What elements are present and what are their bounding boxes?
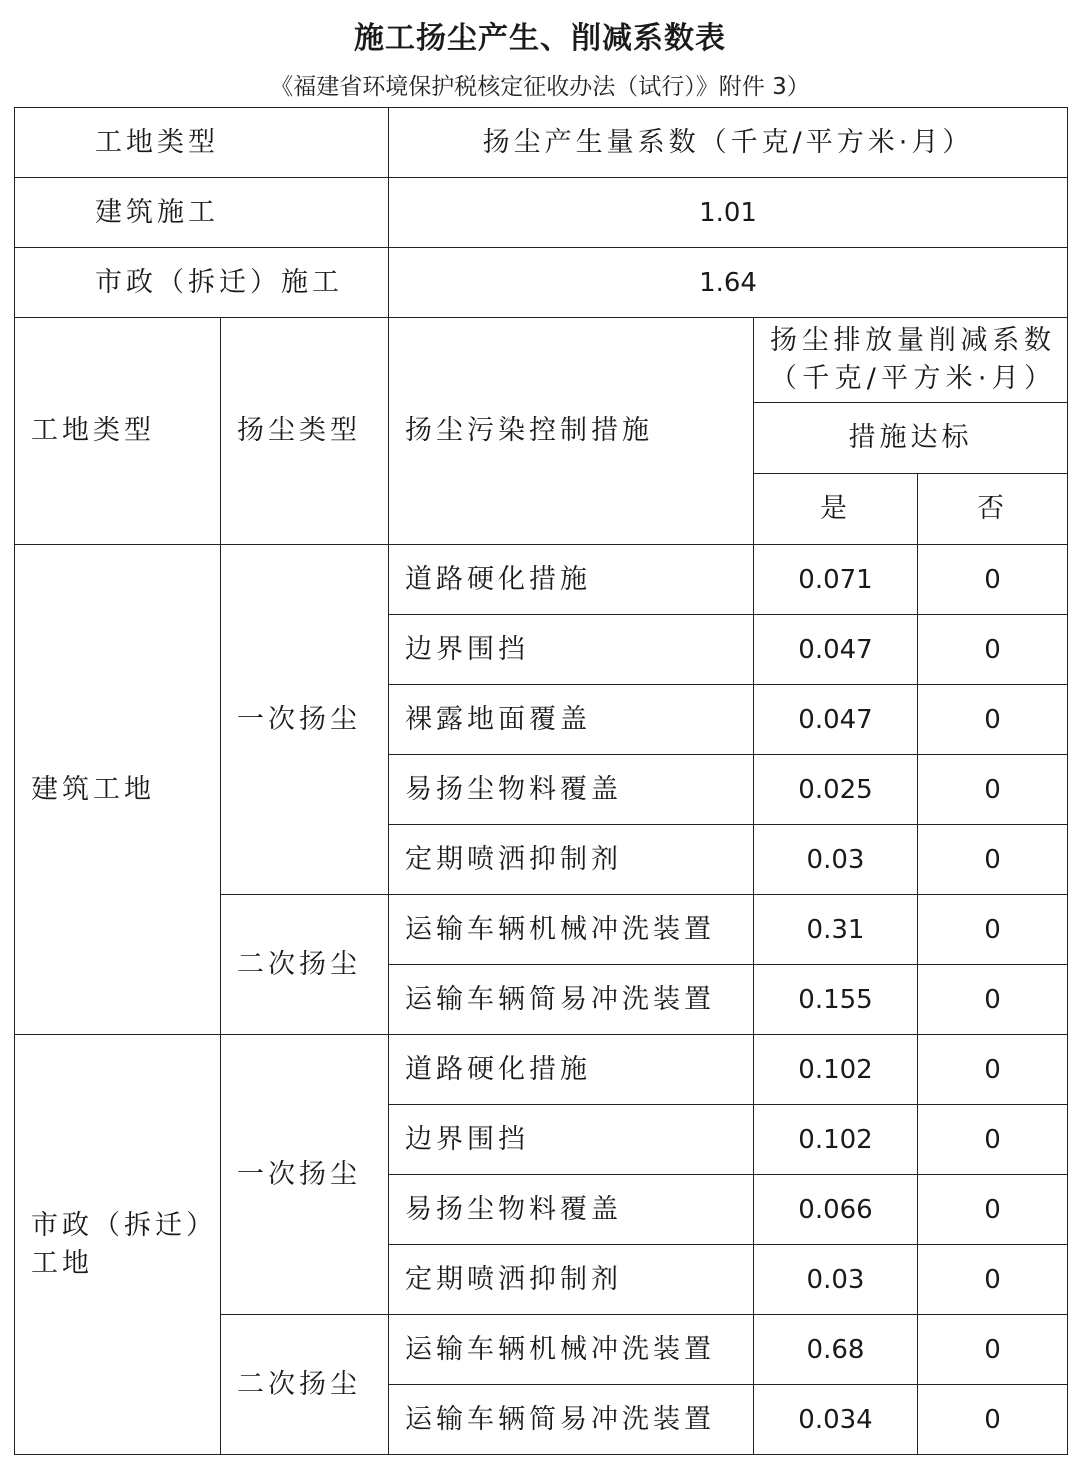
no-value-cell: 0 bbox=[918, 1245, 1068, 1315]
measure-cell: 边界围挡 bbox=[389, 615, 754, 685]
dust-type-cell: 一次扬尘 bbox=[221, 1035, 389, 1315]
yes-value-cell: 0.047 bbox=[754, 615, 918, 685]
measure-cell: 易扬尘物料覆盖 bbox=[389, 755, 754, 825]
site-type-cell: 市政（拆迁）工地 bbox=[15, 1035, 221, 1455]
measure-cell: 定期喷洒抑制剂 bbox=[389, 825, 754, 895]
yes-value-cell: 0.066 bbox=[754, 1175, 918, 1245]
yes-value-cell: 0.03 bbox=[754, 1245, 918, 1315]
measure-cell: 运输车辆简易冲洗装置 bbox=[389, 965, 754, 1035]
yes-value-cell: 0.03 bbox=[754, 825, 918, 895]
dust-coefficient-table bbox=[14, 107, 1068, 1455]
yes-value-cell: 0.31 bbox=[754, 895, 918, 965]
no-value-cell: 0 bbox=[918, 1035, 1068, 1105]
yes-value-cell: 0.047 bbox=[754, 685, 918, 755]
measure-cell: 运输车辆机械冲洗装置 bbox=[389, 1315, 754, 1385]
site-type-cell: 建筑工地 bbox=[15, 545, 221, 1035]
generation-row bbox=[15, 178, 1068, 248]
generation-site-type: 市政（拆迁）施工 bbox=[15, 248, 389, 318]
measure-cell: 边界围挡 bbox=[389, 1105, 754, 1175]
generation-site-type: 建筑施工 bbox=[15, 178, 389, 248]
header-generation-coefficient: 扬尘产生量系数（千克/平方米·月） bbox=[389, 108, 1068, 178]
table-row bbox=[15, 1035, 1068, 1105]
generation-header-row bbox=[15, 108, 1068, 178]
no-value-cell: 0 bbox=[918, 1315, 1068, 1385]
measure-cell: 裸露地面覆盖 bbox=[389, 685, 754, 755]
header-measure-standard: 措施达标 bbox=[754, 403, 1068, 474]
header-control-measure: 扬尘污染控制措施 bbox=[389, 318, 754, 545]
measure-cell: 道路硬化措施 bbox=[389, 1035, 754, 1105]
yes-value-cell: 0.071 bbox=[754, 545, 918, 615]
yes-value-cell: 0.102 bbox=[754, 1035, 918, 1105]
header-dust-type: 扬尘类型 bbox=[221, 318, 389, 545]
measure-cell: 道路硬化措施 bbox=[389, 545, 754, 615]
generation-row bbox=[15, 248, 1068, 318]
header-reduction-coefficient: 扬尘排放量削减系数（千克/平方米·月） bbox=[754, 318, 1068, 403]
measure-cell: 定期喷洒抑制剂 bbox=[389, 1245, 754, 1315]
measure-cell: 易扬尘物料覆盖 bbox=[389, 1175, 754, 1245]
yes-value-cell: 0.155 bbox=[754, 965, 918, 1035]
no-value-cell: 0 bbox=[918, 1175, 1068, 1245]
yes-value-cell: 0.68 bbox=[754, 1315, 918, 1385]
dust-type-cell: 一次扬尘 bbox=[221, 545, 389, 895]
measure-cell: 运输车辆简易冲洗装置 bbox=[389, 1385, 754, 1455]
header-no: 否 bbox=[918, 474, 1068, 545]
measure-cell: 运输车辆机械冲洗装置 bbox=[389, 895, 754, 965]
reduction-header-row bbox=[15, 318, 1068, 403]
document-title: 施工扬尘产生、削减系数表 bbox=[354, 21, 726, 56]
header-yes: 是 bbox=[754, 474, 918, 545]
dust-type-cell: 二次扬尘 bbox=[221, 895, 389, 1035]
yes-value-cell: 0.025 bbox=[754, 755, 918, 825]
header-site-type: 工地类型 bbox=[15, 108, 389, 178]
no-value-cell: 0 bbox=[918, 615, 1068, 685]
dust-type-cell: 二次扬尘 bbox=[221, 1315, 389, 1455]
no-value-cell: 0 bbox=[918, 545, 1068, 615]
yes-value-cell: 0.102 bbox=[754, 1105, 918, 1175]
document-subtitle: 《福建省环境保护税核定征收办法（试行）》附件 3） bbox=[270, 74, 810, 100]
generation-value: 1.64 bbox=[389, 248, 1068, 318]
no-value-cell: 0 bbox=[918, 965, 1068, 1035]
no-value-cell: 0 bbox=[918, 1385, 1068, 1455]
generation-value: 1.01 bbox=[389, 178, 1068, 248]
no-value-cell: 0 bbox=[918, 755, 1068, 825]
yes-value-cell: 0.034 bbox=[754, 1385, 918, 1455]
header-site-type: 工地类型 bbox=[15, 318, 221, 545]
no-value-cell: 0 bbox=[918, 1105, 1068, 1175]
no-value-cell: 0 bbox=[918, 825, 1068, 895]
table-row bbox=[15, 545, 1068, 615]
no-value-cell: 0 bbox=[918, 685, 1068, 755]
no-value-cell: 0 bbox=[918, 895, 1068, 965]
